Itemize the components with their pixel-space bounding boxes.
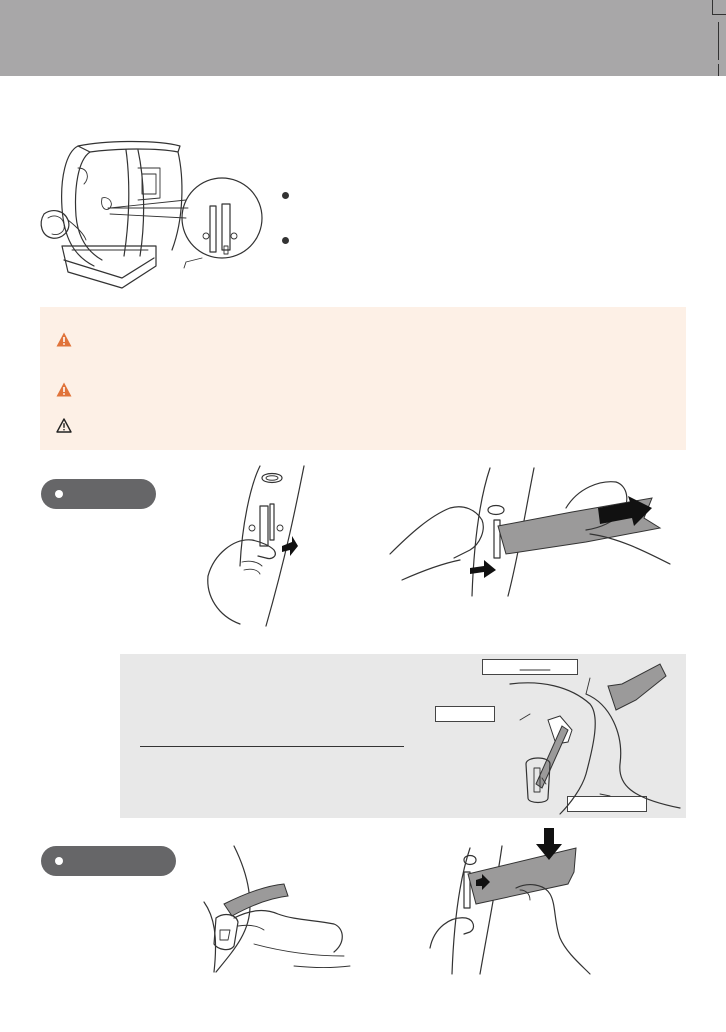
crop-mark-right-bottom — [718, 64, 719, 76]
note-panel — [120, 654, 686, 818]
step-1-illustration-release — [200, 466, 310, 626]
step-2-dot-icon — [55, 857, 63, 865]
header-band — [0, 0, 726, 76]
crop-mark-top — [712, 0, 713, 14]
warning-triangle-icon-1 — [56, 332, 72, 347]
warning-panel — [40, 307, 686, 450]
step-1-pill — [41, 479, 156, 509]
bullet-2 — [282, 237, 289, 244]
step-2-illustration-thread — [194, 846, 354, 972]
step-2-pill — [41, 846, 176, 876]
label-box-middle — [435, 706, 495, 722]
bullet-1 — [282, 192, 289, 199]
warning-triangle-icon-2 — [56, 382, 72, 397]
detail-circle-callout — [180, 176, 270, 276]
note-underline-rule — [140, 746, 404, 747]
step-1-dot-icon — [55, 490, 63, 498]
caution-triangle-icon — [56, 418, 72, 433]
step-1-illustration-pull — [390, 468, 670, 598]
callout-leader-lines — [110, 196, 190, 226]
crop-mark-horizontal — [712, 14, 726, 15]
shoulder-belt-illustration — [490, 664, 680, 814]
crop-mark-right-top — [718, 22, 719, 60]
step-2-illustration-push — [420, 828, 600, 974]
